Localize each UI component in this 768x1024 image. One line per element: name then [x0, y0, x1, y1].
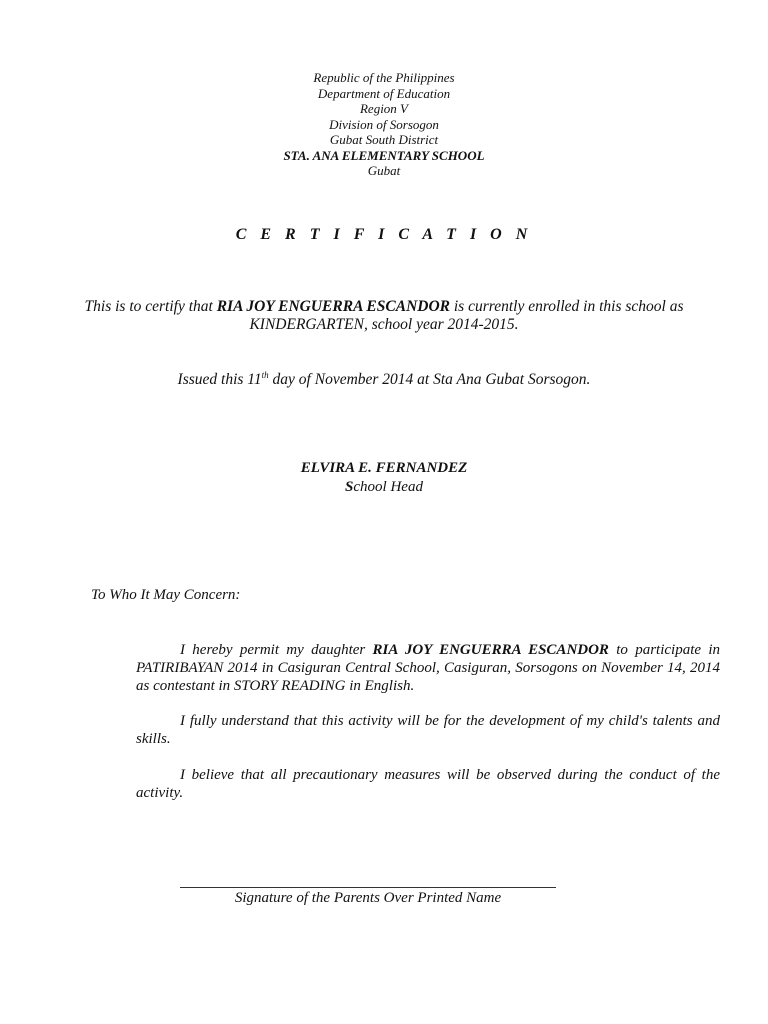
- signature-caption: Signature of the Parents Over Printed Name: [234, 890, 502, 906]
- p2-text: I fully understand that this activity will be for the development of my child's talents and skills.: [136, 713, 720, 747]
- school-head-title: [0, 479, 768, 496]
- cert-suffix: is currently enrolled in this school as KINDERGARTEN, school year 2014-2015.: [249, 298, 684, 333]
- cert-prefix: This is to certify that: [84, 298, 217, 315]
- school-head-title-initial: S: [345, 479, 354, 495]
- letter-paragraph-2: [136, 712, 720, 748]
- signature-line: [180, 887, 556, 888]
- header-district: Gubat South District: [329, 132, 439, 147]
- header-department: Department of Education: [317, 86, 451, 101]
- header-republic: Republic of the Philippines: [313, 70, 455, 85]
- school-head-title-rest: chool Head: [353, 479, 423, 495]
- letter-paragraph-1: [136, 641, 720, 695]
- issued-prefix: Issued this 11: [177, 371, 262, 389]
- letter-paragraph-3: [136, 766, 720, 802]
- header-school: STA. ANA ELEMENTARY SCHOOL: [283, 148, 485, 163]
- p1-student-name: RIA JOY ENGUERRA ESCANDOR: [372, 642, 609, 658]
- certification-text: [40, 298, 728, 334]
- header-region: Region V: [359, 101, 408, 116]
- header-town: Gubat: [367, 163, 401, 178]
- school-head-name: ELVIRA E. FERNANDEZ: [300, 460, 468, 476]
- salutation: To Who It May Concern:: [91, 587, 241, 603]
- header-division: Division of Sorsogon: [329, 117, 439, 132]
- issued-ordinal: th: [261, 370, 269, 380]
- p1-suffix: to participate in PATIRIBAYAN 2014 in Casiguran Central School, Casiguran, Sorsogons on November 14, 2014 as contestant in STORY READING in English.: [136, 642, 720, 694]
- p3-text: I believe that all precautionary measures will be observed during the conduct of the activity.: [136, 767, 720, 801]
- issued-suffix: day of November 2014 at Sta Ana Gubat Sorsogon.: [268, 371, 591, 389]
- document-title: C E R T I F I C A T I O N: [235, 226, 533, 243]
- p1-prefix: I hereby permit my daughter: [180, 642, 373, 658]
- issued-line: [0, 370, 768, 389]
- cert-student-name: RIA JOY ENGUERRA ESCANDOR: [216, 298, 450, 315]
